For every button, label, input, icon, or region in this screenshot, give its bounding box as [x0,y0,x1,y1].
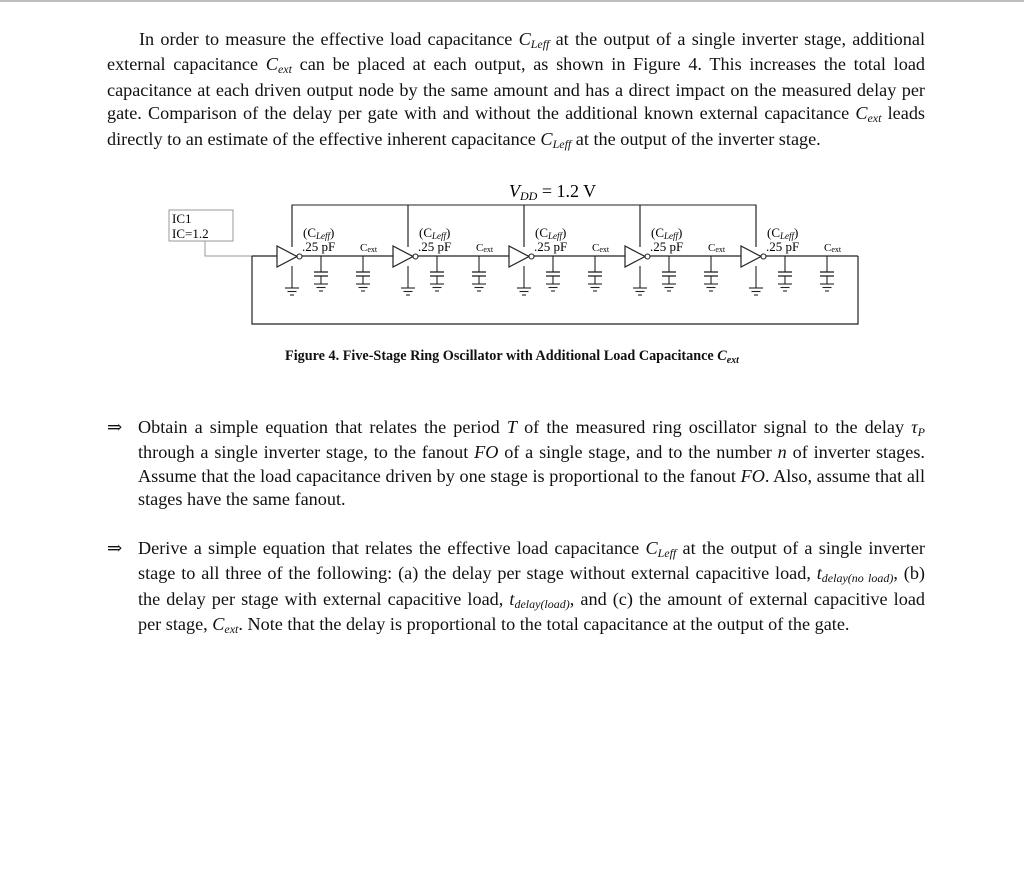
figure-caption: Figure 4. Five-Stage Ring Oscillator with Additional Load Capacitance $C_{ext}$ [285,348,739,366]
question-1: ⇒ Obtain a simple equation that relates the period T of the measured ring oscillator signal to the delay τP through a single inverter stage, to the fanout FO of a single stage, and to the number n of inverter stages. Assume that the load capacitance driven by one stage is proportional to the fanout FO. Also, assume that all stages have the same fanout. [107,417,926,510]
cext-label: Cext [824,242,842,254]
var-cext: Cext [265,54,292,77]
inverter-symbol [741,246,761,267]
inverter-stage [393,205,494,295]
cext-label: Cext [708,242,726,254]
var-cleff: CLeff [540,128,572,151]
cleff-label: (CLeff) [419,225,451,241]
inverter-stage [509,205,610,295]
svg-text:IC=1.2: IC=1.2 [172,226,209,241]
ring-oscillator-schematic [0,175,1024,335]
cap-value-label: .25 pF [534,239,568,254]
cleff-label: (CLeff) [303,225,335,241]
inverter-symbol [625,246,645,267]
cext-label: Cext [360,242,378,254]
cleff-label: (CLeff) [651,225,683,241]
svg-text:IC1: IC1 [172,211,192,226]
inverter-stage [625,205,726,295]
vdd-label: VDD = 1.2 V [509,181,597,203]
top-border [0,0,1024,2]
question-2: ⇒ Derive a simple equation that relates the effective load capacitance CLeff at the output of a single inverter stage to all three of the following: (a) the delay per stage without external capacitive load, tdelay(no load), (b) the delay per stage with external capacitive load, tdelay(load), and (c) the amount of external capacitive load per stage, Cext. Note that the delay is proportional to the total capacitance at the output of the gate. [107,538,925,637]
initial-condition-box [169,210,252,256]
var-cext: Cext [855,103,882,126]
var-cleff: CLeff [518,29,550,51]
cap-value-label: .25 pF [302,239,336,254]
signal-and-feedback-wire [252,256,858,324]
inverter-symbol [277,246,297,267]
inverter-symbol [393,246,413,267]
right-arrow-icon: ⇒ [107,538,123,558]
cext-label: Cext [476,242,494,254]
cleff-label: (CLeff) [535,225,567,241]
right-arrow-icon: ⇒ [107,417,123,437]
cap-value-label: .25 pF [418,239,452,254]
intro-paragraph: In order to measure the effective load capacitance CLeff at the output of a single inverter stage, additional external capacitance Cext can be placed at each output, as shown in Figure 4. This increases the total load capacitance at each driven output node by the same amount and has a direct impact on the measured delay per gate. Comparison of the delay per gate with and without the additional known external capacitance Cext leads directly to an estimate of the effective inherent capacitance CLeff at the output of the inverter stage. [107,29,925,151]
inverter-symbol [509,246,529,267]
inverter-stage [277,205,378,295]
cext-label: Cext [592,242,610,254]
cleff-label: (CLeff) [767,225,799,241]
cap-value-label: .25 pF [766,239,800,254]
inverter-stage [741,205,842,295]
cap-value-label: .25 pF [650,239,684,254]
